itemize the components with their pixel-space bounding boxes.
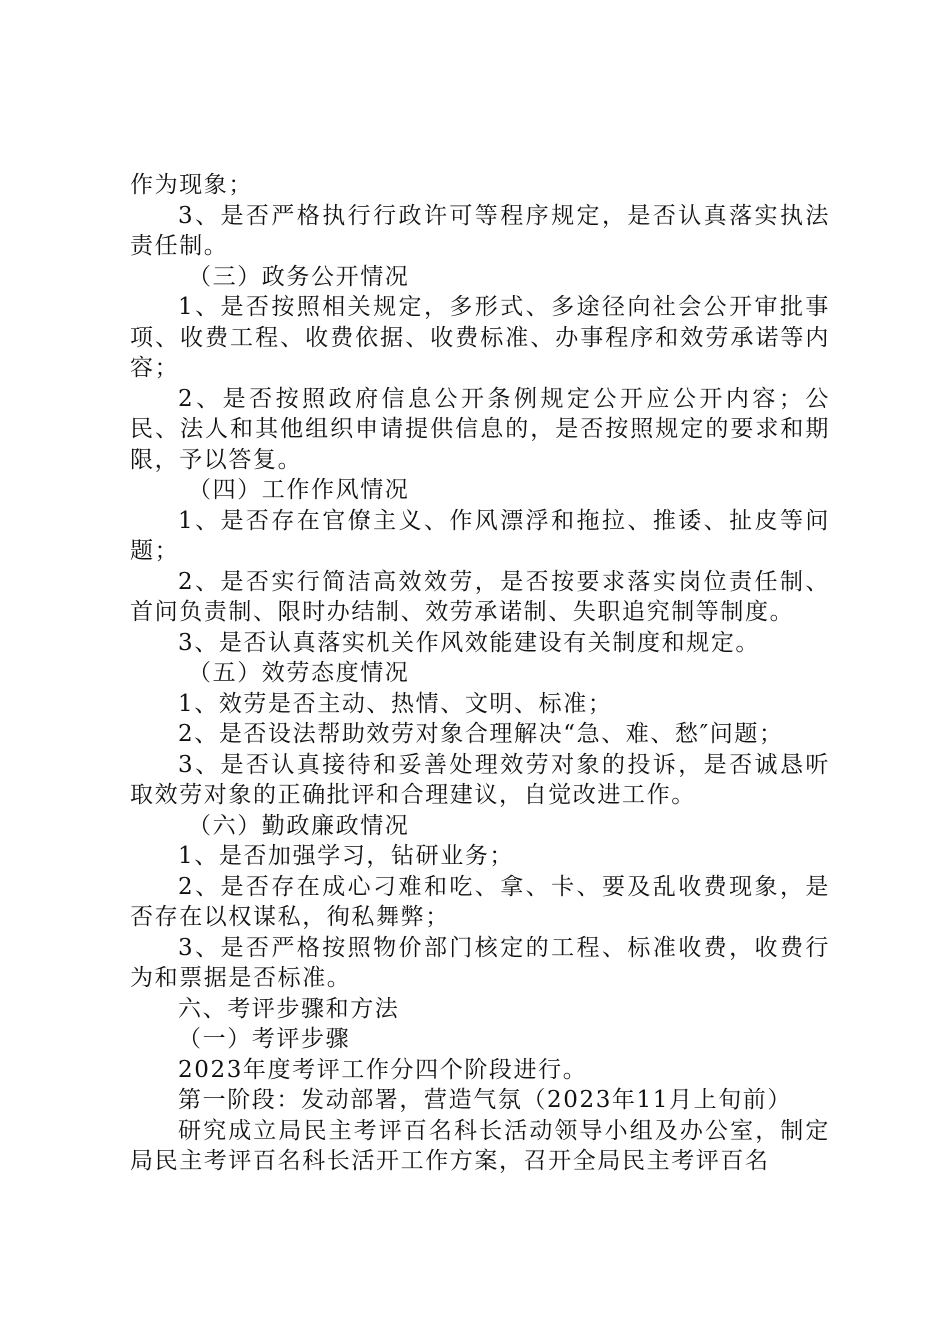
paragraph: 1、效劳是否主动、热情、文明、标准； [178,690,613,717]
paragraph: 1、是否加强学习，钻研业务； [178,843,515,869]
paragraph: 作为现象； [130,172,253,198]
section-heading: （六）勤政廉政情况 [188,812,410,839]
document-body [130,170,830,1177]
chapter-heading: 六、考评步骤和方法 [178,995,400,1022]
paragraph: 3、是否严格执行行政许可等程序规定，是否认真落实执法责任制。 [130,202,830,259]
paragraph: 研究成立局民主考评百名科长活动领导小组及办公室，制定局民主考评百名科长活开工作方案，召开全局民主考评百名 [130,1117,830,1174]
paragraph: 2、是否设法帮助效劳对象合理解决“急、难、愁″问题； [178,721,784,747]
section-heading: （一）考评步骤 [178,1026,351,1052]
section-heading: （三）政务公开情况 [188,263,410,290]
paragraph: 2023年度考评工作分四个阶段进行。 [178,1056,588,1083]
paragraph: 第一阶段：发动部署，营造气氛（2023年11月上旬前） [178,1087,792,1113]
paragraph: 2、是否存在成心刁难和吃、拿、卡、要及乱收费现象，是否存在以权谋私，徇私舞弊； [130,873,830,930]
paragraph: 2、是否按照政府信息公开条例规定公开应公开内容；公民、法人和其他组织申请提供信息的，是否按照规定的要求和期限，予以答复。 [130,385,830,473]
paragraph: 3、是否认真落实机关作风效能建设有关制度和规定。 [178,629,761,656]
paragraph: 1、是否按照相关规定，多形式、多途径向社会公开审批事项、收费工程、收费依据、收费标准、办事程序和效劳承诺等内容； [130,294,830,381]
paragraph: 1、是否存在官僚主义、作风漂浮和拖拉、推诿、扯皮等问题； [130,507,830,564]
paragraph: 3、是否认真接待和妥善处理效劳对象的投诉，是否诚恳听取效劳对象的正确批评和合理建议，自觉改进工作。 [130,751,830,808]
paragraph: 3、是否严格按照物价部门核定的工程、标准收费，收费行为和票据是否标准。 [130,934,830,991]
section-heading: （四）工作作风情况 [188,477,410,503]
section-heading: （五）效劳态度情况 [188,660,410,686]
paragraph: 2、是否实行简洁高效效劳，是否按要求落实岗位责任制、首问负责制、限时办结制、效劳承诺制、失职追究制等制度。 [130,568,830,625]
